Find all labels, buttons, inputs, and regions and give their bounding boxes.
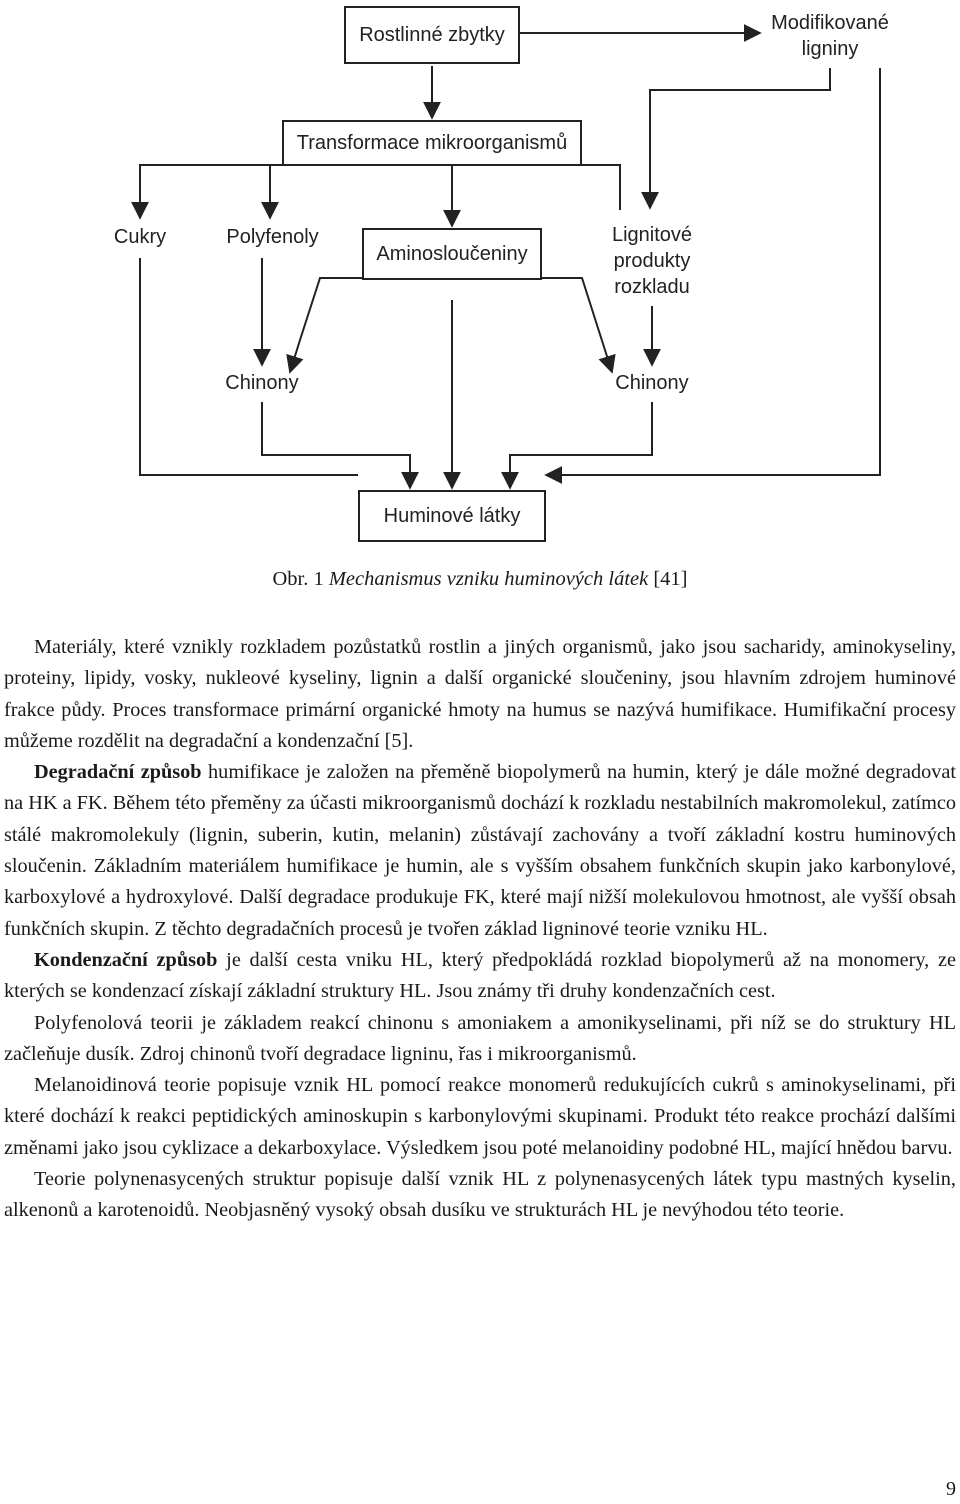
- paragraph-polyfenolova: Polyfenolová teorii je základem reakcí chinonu s amoniakem a amonikyselinami, při níž se do struktury HL začleňuje dusík. Zdroj chinonů tvoří degradace ligninu, řas i mikroorganismů.: [4, 1011, 956, 1065]
- node-huminove-latky-label: Huminové látky: [383, 504, 521, 527]
- node-transformace: [282, 120, 582, 166]
- node-chinony-right: Chinony: [615, 372, 689, 394]
- caption-prefix: Obr. 1: [272, 568, 329, 590]
- node-transformace-label: Transformace mikroorganismů: [296, 131, 568, 154]
- arrow-cukry-huminove: [140, 258, 358, 475]
- caption-title: Mechanismus vzniku huminových látek: [328, 568, 649, 590]
- diagram-arrows: [0, 0, 960, 560]
- node-rostlinne-zbytky-label: Rostlinné zbytky: [359, 23, 505, 46]
- node-modifikovane-ligniny: Modifikované ligniny: [771, 12, 889, 60]
- node-cukry: Cukry: [113, 226, 167, 248]
- node-rostlinne-zbytky: [344, 6, 520, 64]
- node-polyfenoly: Polyfenoly: [226, 226, 319, 248]
- paragraph-kondenzacni: Kondenzační způsob je další cesta vniku HL, který předpokládá rozklad biopolymerů až na monomery, ze kterých se kondenzací získají základní struktury HL. Jsou známy tři druhy kondenzačních cest.: [4, 948, 956, 1003]
- node-lignitove-produkty: Lignitové produkty rozkladu: [611, 224, 693, 298]
- arrow-ligniny-lignitove: [650, 68, 830, 208]
- term-kondenzacni: Kondenzační způsob: [34, 948, 218, 971]
- caption-reference: [41]: [648, 568, 688, 590]
- arrow-transformace-polyfenoly: [270, 165, 330, 218]
- node-aminoslouceniny-label: Aminosloučeniny: [376, 242, 528, 265]
- term-degradacni: Degradační způsob: [34, 761, 202, 784]
- arrow-transformace-cukry: [140, 165, 300, 218]
- paragraph-melanoidinova: Melanoidinová teorie popisuje vznik HL pomocí reakce monomerů redukujících cukrů s aminokyselinami, při které dochází k reakci peptidických aminoskupin s karbonylovými skupinami. Produkt této reakce prochází dalšími změnami jako jsou cyklizace a dekarboxylace. Výsledkem jsou poté melanoidiny podobné HL, mající hnědou barvu.: [4, 1074, 956, 1159]
- arrow-amino-chinony-left: [290, 278, 362, 372]
- paragraph-polynenasycene: Teorie polynenasycených struktur popisuje další vznik HL z polynenasycených látek typu mastných kyselin, alkenonů a karotenoidů. Neobjasněný vysoký obsah dusíku ve strukturách HL je nevýhodou této teorie.: [4, 1168, 956, 1222]
- page-number: 9: [946, 1478, 956, 1500]
- figure-caption: [0, 568, 960, 591]
- paragraph-degradacni: Degradační způsob humifikace je založen na přeměně biopolymerů na humin, který je dále možné degradovat na HK a FK. Během této přeměny za účasti mikroorganismů dochází k rozkladu nestabilních makromolekul, zatímco stálé makromolekuly (lignin, suberin, kutin, melanin) zůstávají zachovány a tvoří základní kostru huminových sloučenin. Základním materiálem humifikace je humin, ale s vyšším obsahem funkčních skupin jako karbonylové, karboxylové a hydroxylové. Další degradace produkuje FK, které mají nižší molekulovou hmotnost, ale vyšší obsah funkčních skupin. Z těchto degradačních procesů je tvořen základ ligninové teorie vzniku HL.: [4, 761, 957, 940]
- paragraph-intro: Materiály, které vznikly rozkladem pozůstatků rostlin a jiných organismů, jako jsou sacharidy, aminokyseliny, proteiny, lipidy, vosky, nukleové kyseliny, lignin a další organické sloučeniny, jsou hlavním zdrojem huminové frakce půdy. Proces transformace primární organické hmoty na humus se nazývá humifikace. Humifikační procesy můžeme rozdělit na degradační a kondenzační [5].: [4, 636, 956, 752]
- node-chinony-left: Chinony: [225, 372, 299, 394]
- humic-formation-diagram: [0, 0, 960, 560]
- node-huminove-latky: [358, 490, 546, 542]
- node-aminoslouceniny: [362, 228, 542, 280]
- body-text: [4, 632, 956, 1227]
- arrow-transformace-lignitove: [560, 165, 620, 210]
